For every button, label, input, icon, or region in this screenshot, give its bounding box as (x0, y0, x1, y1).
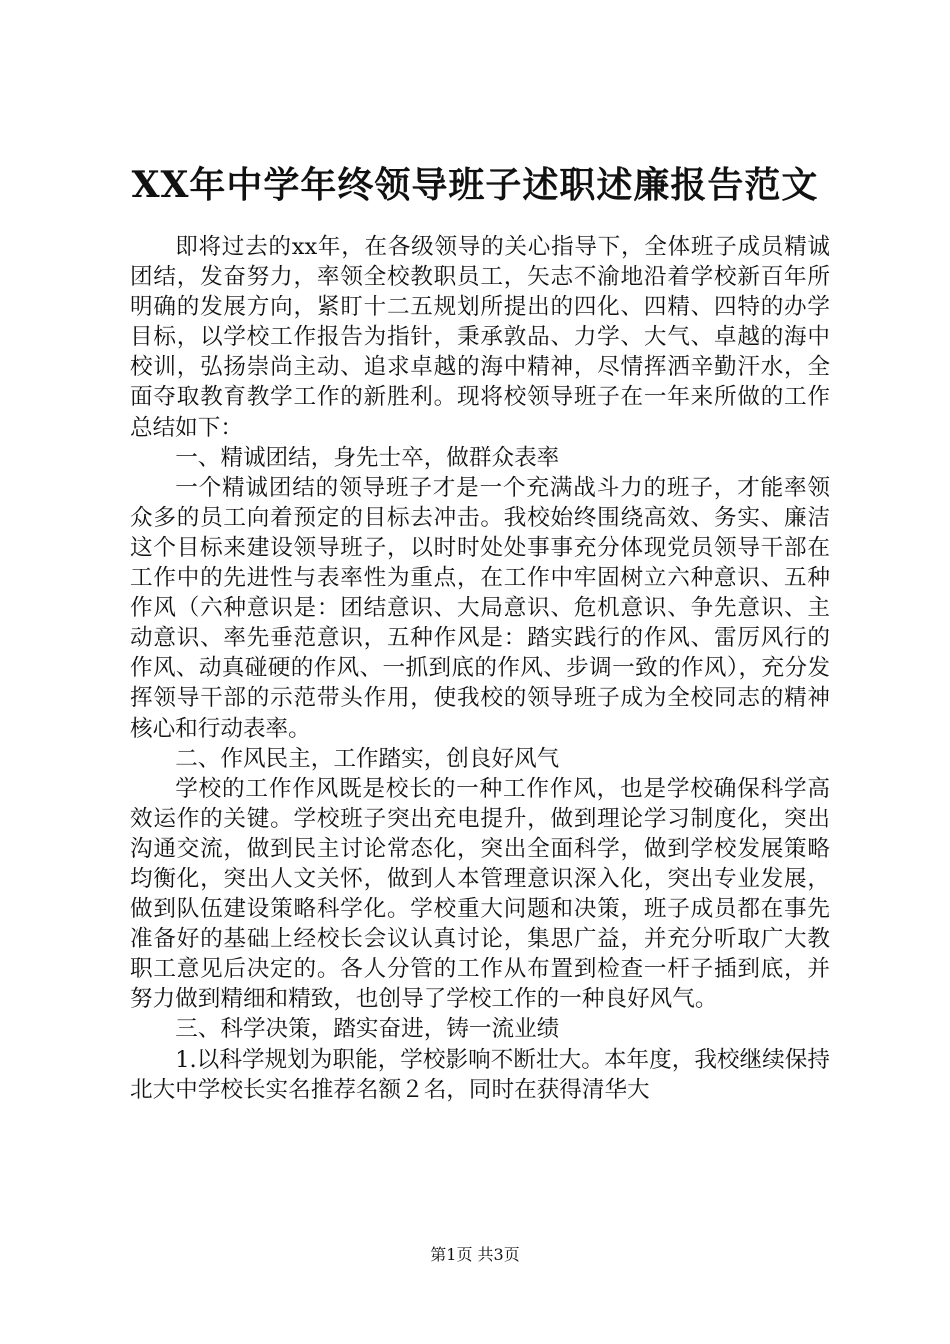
document-title: XX年中学年终领导班子述职述廉报告范文 (131, 164, 819, 206)
paragraph-section-1: 一个精诚团结的领导班子才是一个充满战斗力的班子，才能率领众多的员工向着预定的目标去冲击。我校始终围绕高效、务实、廉洁这个目标来建设领导班子，以时时处处事事充分体现党员领导干部在工作中的先进性与表率性为重点，在工作中牢固树立六种意识、五种作风（六种意识是：团结意识、大局意识、危机意识、争先意识、主动意识、率先垂范意识，五种作风是：踏实践行的作风、雷厉风行的作风、动真碰硬的作风、一抓到底的作风、步调一致的作风），充分发挥领导干部的示范带头作用，使我校的领导班子成为全校同志的精神核心和行动表率。 (130, 474, 830, 742)
paragraph-section-3-item-1: 1.以科学规划为职能，学校影响不断壮大。本年度，我校继续保持北大中学校长实名推荐名额２名，同时在获得清华大 (130, 1046, 830, 1103)
document-body (130, 232, 830, 1105)
section-heading-2: 二、作风民主，工作踏实，创良好风气 (175, 745, 560, 772)
page-footer: 第1页 共3页 (430, 1245, 520, 1264)
paragraph-intro: 即将过去的xx年，在各级领导的关心指导下，全体班子成员精诚团结，发奋努力，率领全校教职员工，矢志不渝地沿着学校新百年所明确的发展方向，紧盯十二五规划所提出的四化、四精、四特的办学目标，以学校工作报告为指针，秉承敦品、力学、大气、卓越的海中校训，弘扬崇尚主动、追求卓越的海中精神，尽情挥洒辛勤汗水，全面夺取教育教学工作的新胜利。现将校领导班子在一年来所做的工作总结如下： (130, 234, 830, 441)
paragraph-section-2: 学校的工作作风既是校长的一种工作作风，也是学校确保科学高效运作的关键。学校班子突出充电提升，做到理论学习制度化，突出沟通交流，做到民主讨论常态化，突出全面科学，做到学校发展策略均衡化，突出人文关怀，做到人本管理意识深入化，突出专业发展，做到队伍建设策略科学化。学校重大问题和决策，班子成员都在事先准备好的基础上经校长会议认真讨论，集思广益，并充分听取广大教职工意见后决定的。各人分管的工作从布置到检查一杆子插到底，并努力做到精细和精致，也创导了学校工作的一种良好风气。 (130, 775, 830, 1013)
section-heading-3: 三、科学决策，踏实奋进，铸一流业绩 (175, 1016, 560, 1043)
section-heading-1: 一、精诚团结，身先士卒，做群众表率 (175, 444, 560, 471)
